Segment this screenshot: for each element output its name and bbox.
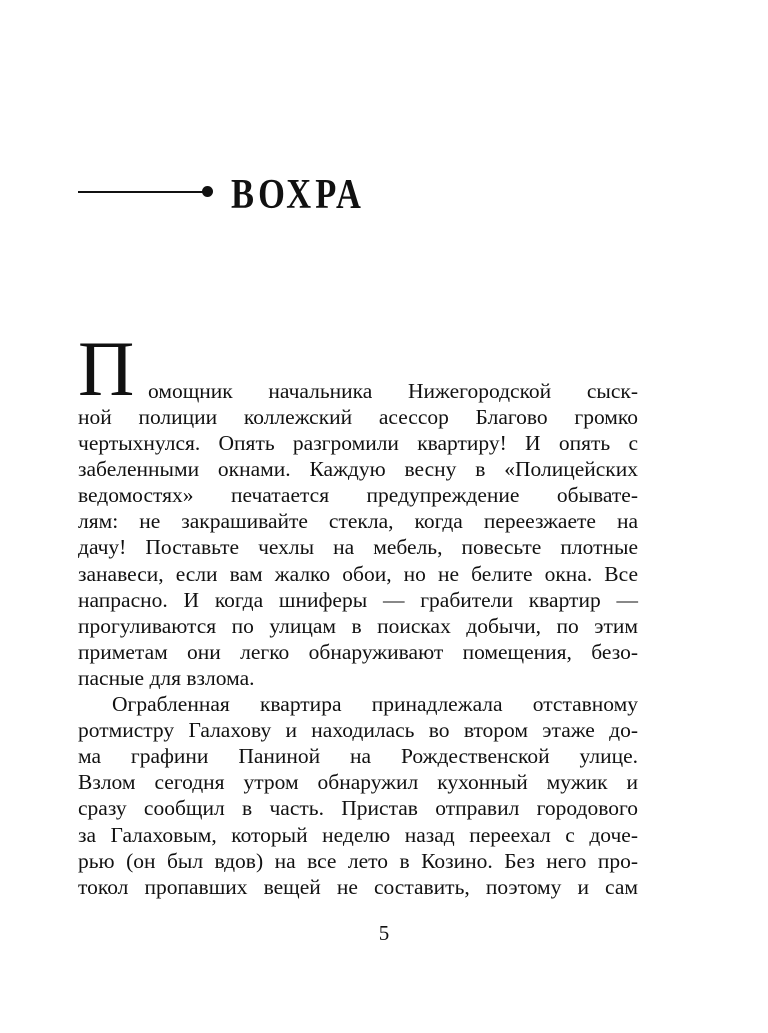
text-line: Взлом сегодня утром обнаружил кухонный мужик и	[78, 770, 638, 795]
text-line: рью (он был вдов) на все лето в Козино. Без него про-	[78, 848, 638, 873]
text-line: ведомостях» печатается предупреждение обывате-	[78, 483, 638, 508]
text-line: лям: не закрашивайте стекла, когда переезжаете на	[78, 509, 638, 534]
text-line: прогуливаются по улицам в поисках добычи, по этим	[78, 613, 638, 638]
text-line: ротмистру Галахову и находилась во втором этаже до-	[78, 718, 638, 743]
text-line: чертыхнулся. Опять разгромили квартиру! И опять с	[78, 431, 638, 456]
text-line: за Галаховым, который неделю назад переехал с доче-	[78, 822, 638, 847]
text-line: занавеси, если вам жалко обои, но не белите окна. Все	[78, 561, 638, 586]
text-line: ма графини Паниной на Рождественской улице.	[78, 744, 638, 769]
first-line-rest: омощник начальника Нижегородской сыск-	[148, 379, 638, 403]
body-text	[78, 325, 638, 900]
text-line: ной полиции коллежский асессор Благово громко	[78, 405, 638, 429]
text-line: дачу! Поставьте чехлы на мебель, повесьте плотные	[78, 535, 638, 560]
text-line: сразу сообщил в часть. Пристав отправил городового	[78, 796, 638, 821]
text-line: напрасно. И когда шниферы — грабители квартир —	[78, 587, 638, 612]
text-line: приметам они легко обнаруживают помещения, безо-	[78, 639, 638, 664]
text-line: токол пропавших вещей не составить, поэтому и сам	[78, 874, 638, 899]
text-line: пасные для взлома.	[78, 665, 255, 690]
chapter-title: ВОХРА	[231, 172, 365, 218]
chapter-rule	[78, 191, 206, 193]
page-number: 5	[378, 921, 390, 945]
first-line	[78, 325, 638, 412]
drop-cap: П	[78, 325, 134, 412]
text-line: Ограбленная квартира принадлежала отставному	[112, 692, 638, 717]
text-line: забеленными окнами. Каждую весну в «Полицейских	[78, 457, 638, 482]
paragraph-2	[78, 691, 638, 900]
chapter-rule-dot	[202, 186, 213, 197]
paragraph-1	[78, 404, 638, 691]
